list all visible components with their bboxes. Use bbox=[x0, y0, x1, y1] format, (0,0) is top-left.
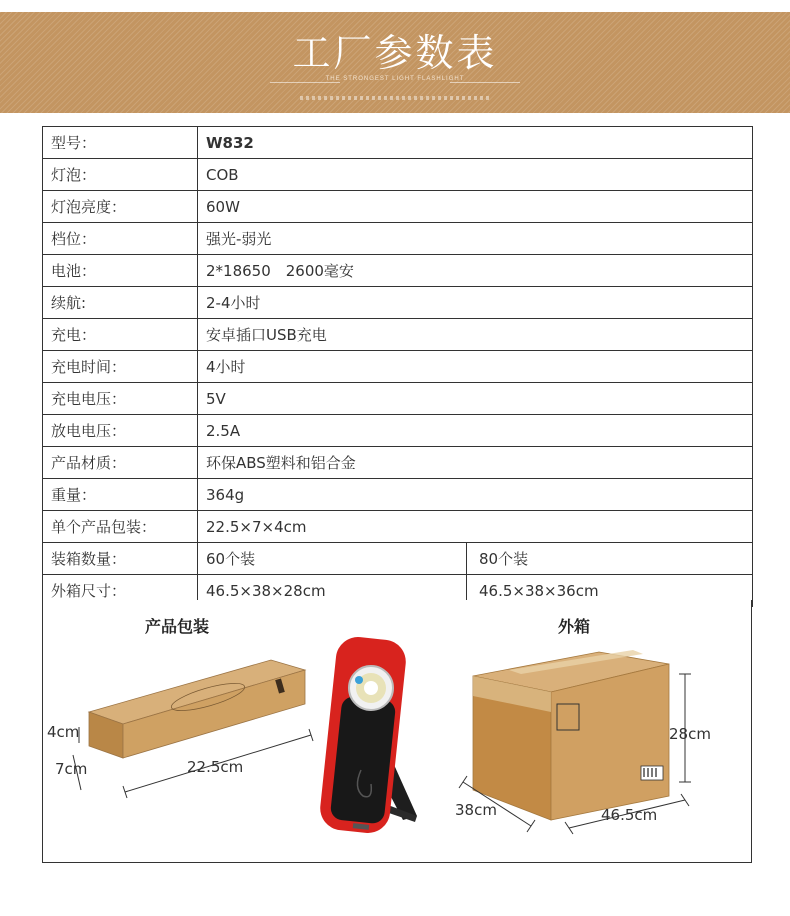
spec-value: 22.5×7×4cm bbox=[198, 511, 753, 543]
package-width-label: 7cm bbox=[55, 760, 88, 778]
spec-label: 充电时间： bbox=[43, 351, 198, 383]
spec-row bbox=[43, 127, 753, 159]
spec-table bbox=[42, 126, 753, 607]
spec-label: 电池： bbox=[43, 255, 198, 287]
spec-row bbox=[43, 447, 753, 479]
spec-row bbox=[43, 351, 753, 383]
spec-row bbox=[43, 191, 753, 223]
spec-value: 2.5A bbox=[198, 415, 753, 447]
spec-row bbox=[43, 319, 753, 351]
banner-decoration bbox=[300, 96, 490, 100]
carton-title: 外箱 bbox=[558, 617, 591, 636]
carton-height-label: 28cm bbox=[669, 725, 711, 743]
spec-value: 4小时 bbox=[198, 351, 753, 383]
package-length-label: 22.5cm bbox=[187, 758, 244, 776]
carton-depth-label: 38cm bbox=[455, 801, 497, 819]
carton-length-label: 46.5cm bbox=[601, 806, 658, 824]
spec-value: COB bbox=[198, 159, 753, 191]
spec-value: 环保ABS塑料和铝合金 bbox=[198, 447, 753, 479]
spec-value: W832 bbox=[198, 127, 753, 159]
spec-value: 2-4小时 bbox=[198, 287, 753, 319]
banner-divider-right bbox=[450, 82, 520, 83]
spec-row bbox=[43, 479, 753, 511]
spec-label: 装箱数量： bbox=[43, 543, 198, 575]
spec-label: 单个产品包装： bbox=[43, 511, 198, 543]
banner-subtitle: THE STRONGEST LIGHT FLASHLIGHT bbox=[325, 76, 465, 82]
spec-row bbox=[43, 511, 753, 543]
spec-row bbox=[43, 383, 753, 415]
spec-label: 灯泡亮度： bbox=[43, 191, 198, 223]
spec-label: 产品材质： bbox=[43, 447, 198, 479]
spec-value-secondary: 46.5×38×36cm bbox=[467, 575, 753, 607]
spec-label: 充电： bbox=[43, 319, 198, 351]
banner-divider-left bbox=[270, 82, 340, 83]
spec-row bbox=[43, 543, 753, 575]
product-photo-panel bbox=[42, 600, 752, 863]
spec-label: 重量： bbox=[43, 479, 198, 511]
spec-row bbox=[43, 415, 753, 447]
spec-value: 2*18650 2600毫安 bbox=[198, 255, 753, 287]
page-title: 工厂参数表 bbox=[292, 31, 498, 75]
spec-label: 灯泡： bbox=[43, 159, 198, 191]
spec-row bbox=[43, 223, 753, 255]
spec-row bbox=[43, 159, 753, 191]
package-height-label: 4cm bbox=[47, 723, 80, 741]
spec-row bbox=[43, 255, 753, 287]
spec-label: 档位： bbox=[43, 223, 198, 255]
spec-value-secondary: 80个装 bbox=[467, 543, 753, 575]
spec-value: 强光-弱光 bbox=[198, 223, 753, 255]
spec-label: 放电电压： bbox=[43, 415, 198, 447]
spec-label: 型号： bbox=[43, 127, 198, 159]
spec-value: 安卓插口USB充电 bbox=[198, 319, 753, 351]
spec-value: 60个装 bbox=[198, 543, 467, 575]
spec-row bbox=[43, 287, 753, 319]
header-banner bbox=[0, 12, 790, 113]
spec-value: 5V bbox=[198, 383, 753, 415]
spec-value: 364g bbox=[198, 479, 753, 511]
package-title: 产品包装 bbox=[145, 617, 210, 636]
spec-label: 充电电压： bbox=[43, 383, 198, 415]
spec-value: 46.5×38×28cm bbox=[198, 575, 467, 607]
spec-value: 60W bbox=[198, 191, 753, 223]
spec-label: 外箱尺寸： bbox=[43, 575, 198, 607]
spec-label: 续航: bbox=[43, 287, 198, 319]
